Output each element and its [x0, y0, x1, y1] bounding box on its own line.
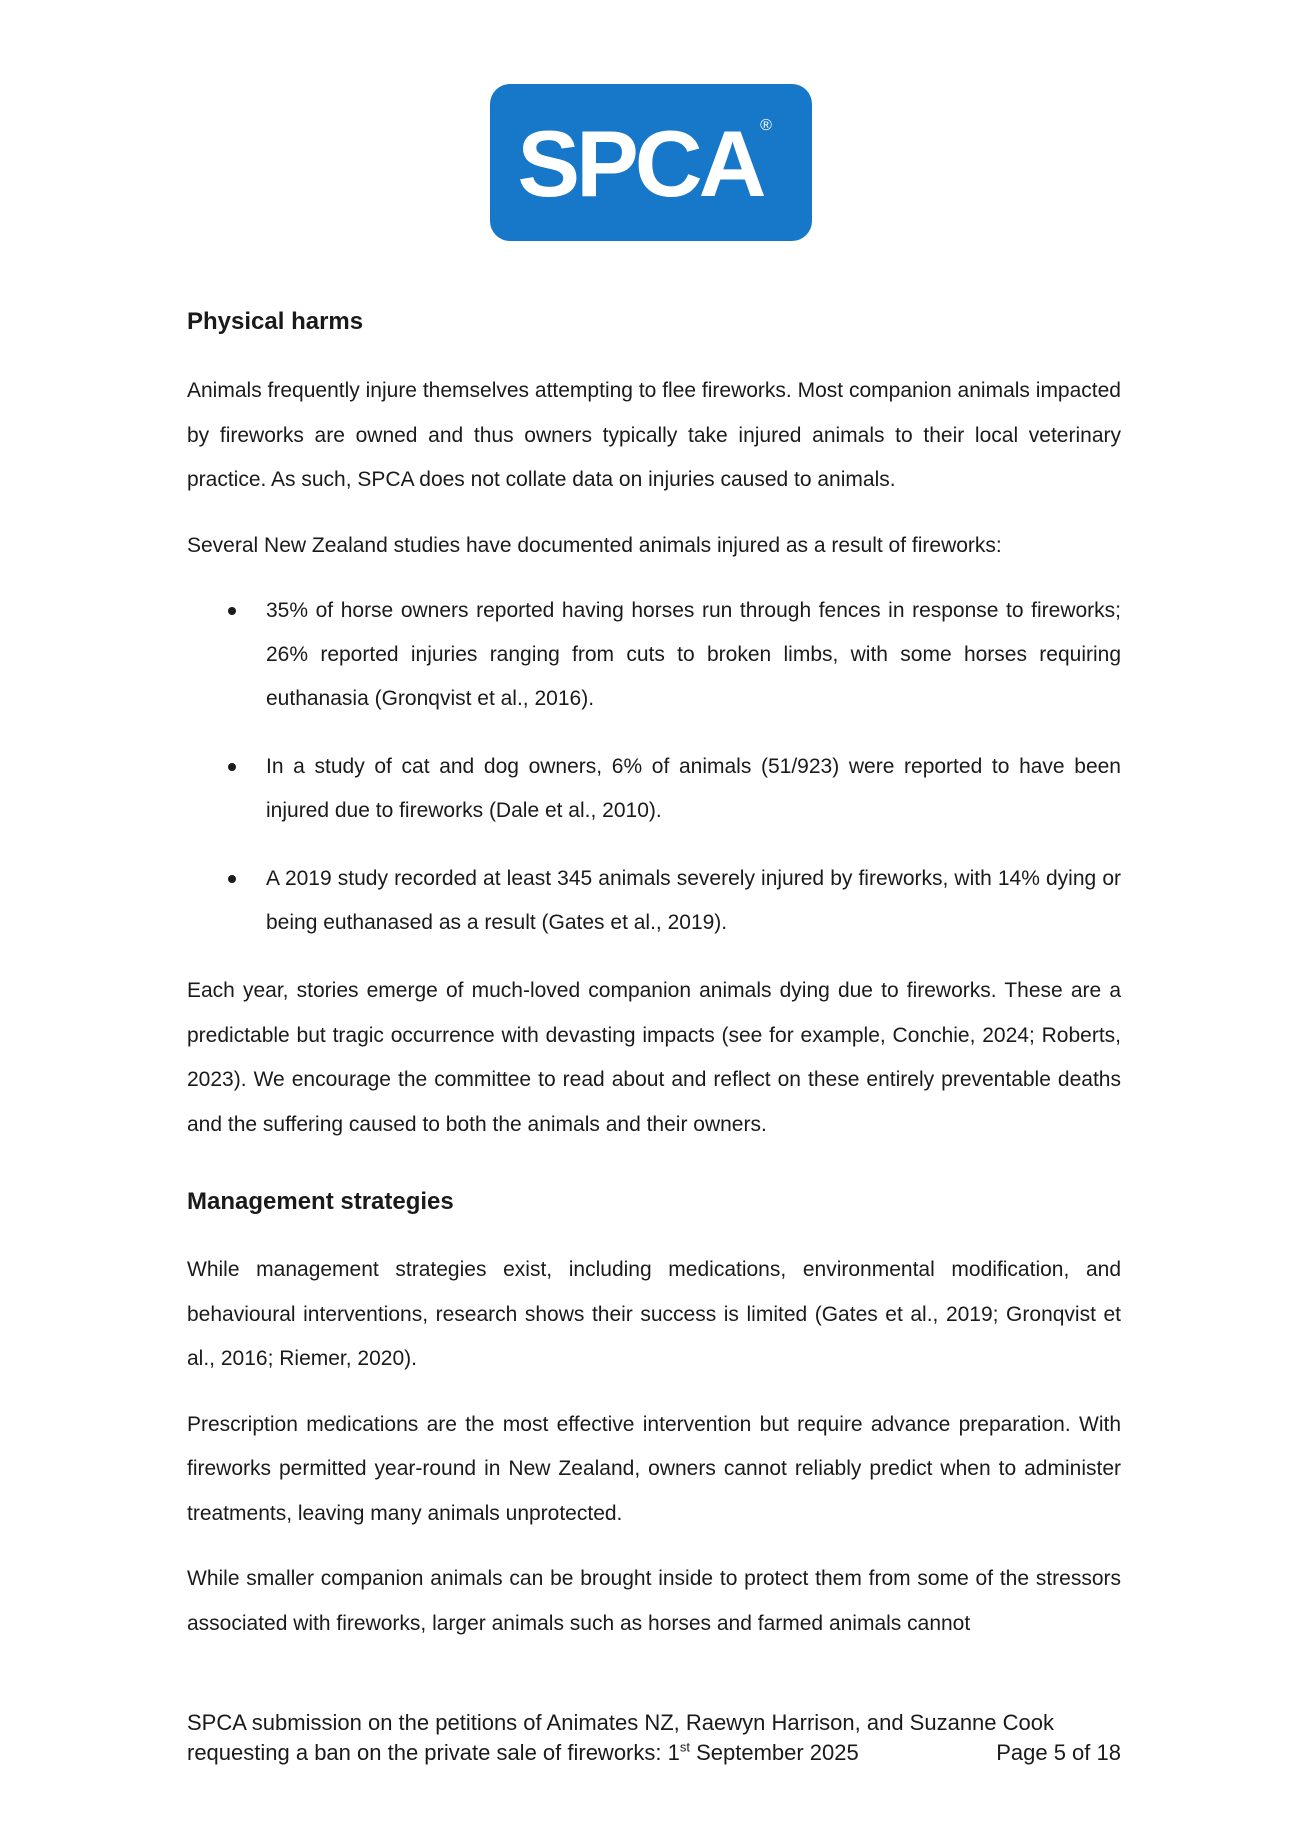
page-number: Page 5 of 18	[996, 1740, 1121, 1765]
logo-text: SPCA	[517, 111, 763, 216]
spca-logo	[490, 84, 812, 241]
bullet-list	[187, 589, 1121, 945]
paragraph: Several New Zealand studies have documented animals injured as a result of fireworks:	[187, 533, 1002, 557]
spca-logo-mark	[490, 84, 812, 241]
heading-management-strategies: Management strategies	[187, 1188, 454, 1215]
footer-date-suffix: September 2025	[689, 1740, 859, 1765]
footer-line-2	[187, 1738, 1121, 1768]
bullet-item: 35% of horse owners reported having horses run through fences in response to fireworks; 26% reported injuries ranging from cuts to broken limbs, with some horses requiring euthanasia (Gronqvist et al., 2016).	[187, 589, 1121, 721]
footer-submission-date	[187, 1738, 859, 1768]
footer-date-prefix: requesting a ban on the private sale of fireworks: 1	[187, 1740, 680, 1765]
page-footer	[187, 1708, 1121, 1768]
paragraph: Each year, stories emerge of much-loved companion animals dying due to fireworks. These are a predictable but tragic occurrence with devasting impacts (see for example, Conchie, 2024; Roberts, 2023). We encourage the committee to read about and reflect on these entirely preventable deaths and the suffering caused to both the animals and their owners.	[187, 979, 1121, 1136]
paragraph: Animals frequently injure themselves attempting to flee fireworks. Most companion animals impacted by fireworks are owned and thus owners typically take injured animals to their local veterinary practice. As such, SPCA does not collate data on injuries caused to animals.	[187, 379, 1121, 491]
bullet-item: In a study of cat and dog owners, 6% of animals (51/923) were reported to have been injured due to fireworks (Dale et al., 2010).	[187, 745, 1121, 833]
bullet-item: A 2019 study recorded at least 345 animals severely injured by fireworks, with 14% dying or being euthanased as a result (Gates et al., 2019).	[187, 857, 1121, 945]
footer-line-1: SPCA submission on the petitions of Animates NZ, Raewyn Harrison, and Suzanne Cook	[187, 1710, 1055, 1735]
paragraph: While smaller companion animals can be brought inside to protect them from some of the stressors associated with fireworks, larger animals such as horses and farmed animals cannot	[187, 1567, 1121, 1635]
document-body	[187, 306, 1121, 1646]
registered-mark: ®	[760, 117, 772, 134]
paragraph: Prescription medications are the most effective intervention but require advance preparation. With fireworks permitted year-round in New Zealand, owners cannot reliably predict when to administer treatments, leaving many animals unprotected.	[187, 1412, 1121, 1525]
paragraph: While management strategies exist, including medications, environmental modification, and behavioural interventions, research shows their success is limited (Gates et al., 2019; Gronqvist et al., 2016; Riemer, 2020).	[187, 1258, 1121, 1370]
heading-physical-harms: Physical harms	[187, 308, 364, 335]
footer-date-ordinal: st	[679, 1739, 690, 1755]
